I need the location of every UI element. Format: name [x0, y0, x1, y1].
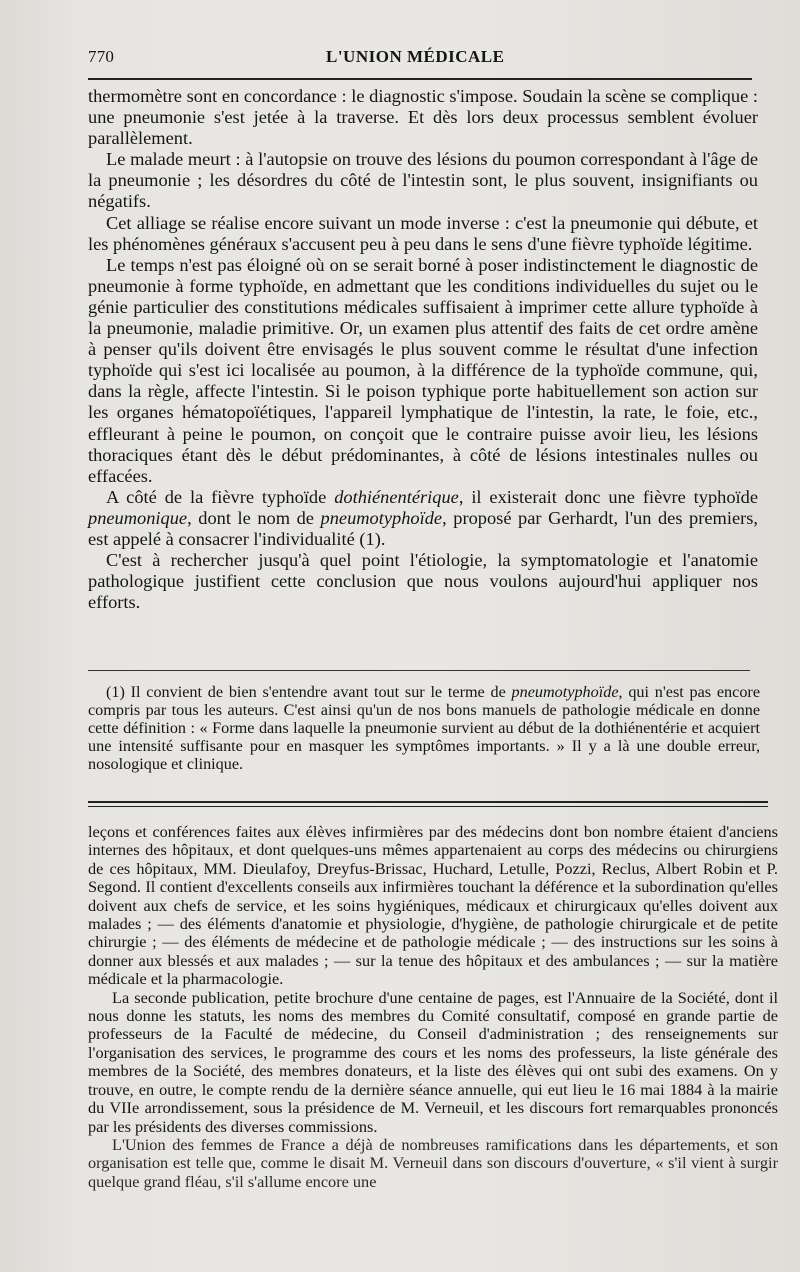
footnote-term: pneumotyphoïde — [511, 683, 619, 701]
paragraph-5-text-a: A côté de la fièvre typhoïde — [106, 486, 335, 507]
paragraph-5-text-c: , dont le nom de — [187, 507, 321, 528]
header-rule — [88, 78, 752, 80]
footnote — [88, 683, 760, 773]
paragraph-1: thermomètre sont en concordance : le diagnostic s'impose. Soudain la scène se complique : une pneumonie s'est jetée à la traverse. Et dès lors deux processus semblent évoluer parallèlement. — [88, 86, 758, 149]
running-title: L'UNION MÉDICALE — [326, 47, 505, 66]
continued-column-text — [88, 823, 778, 1191]
footnote-rule — [88, 670, 750, 671]
paragraph-3: Cet alliage se réalise encore suivant un mode inverse : c'est la pneumonie qui débute, et les phénomènes généraux s'accusent peu à peu dans le sens d'une fièvre typhoïde légitime. — [88, 212, 758, 254]
term-pneumotyphoide: pneumotyphoïde — [320, 507, 443, 528]
term-dothienenterique: dothiénentérique — [334, 486, 459, 507]
footnote-1 — [88, 683, 760, 773]
paragraph-5-text-b: , il existerait donc une fièvre typhoïde — [458, 486, 758, 507]
paragraph-6: C'est à rechercher jusqu'à quel point l'étiologie, la symptomatologie et l'anatomie pathologique justifient cette conclusion que nous voulons aujourd'hui appliquer nos efforts. — [88, 550, 758, 613]
continuation-paragraph-2: La seconde publication, petite brochure d'une centaine de pages, est l'Annuaire de la Société, dont il nous donne les statuts, les noms des membres du Comité consultatif, composé en grande partie de professeurs de la Faculté de médecine, du Conseil d'administration ; des renseignements sur l'organisation des services, le programme des cours et les noms des professeurs, la liste générale des membres de la Société, des membres donateurs, et la liste des élèves qui ont subi des examens. On y trouve, en outre, le compte rendu de la dernière séance annuelle, qui eut lieu le 16 mai 1884 à la mairie du VIIe arrondissement, sous la présidence de M. Verneuil, et les discours fort remarquables prononcés par les présidents des diverses commissions. — [88, 987, 778, 1136]
term-pneumonique: pneumonique — [88, 507, 188, 528]
paragraph-5 — [88, 487, 758, 550]
footnote-text-a: (1) Il convient de bien s'entendre avant tout sur le terme de — [106, 683, 512, 701]
paragraph-4: Le temps n'est pas éloigné où on se serait borné à poser indistinctement le diagnostic de pneumonie à forme typhoïde, en admettant que les conditions individuelles du sujet ou le génie particulier des constitutions médicales suffisaient à imprimer cette allure typhoïde à la pneumonie, maladie primitive. Or, un examen plus attentif des faits de cet ordre amène à penser qu'ils doivent être envisagés le plus souvent comme le résultat d'une infection typhoïde qui s'est ici localisée au poumon, à la différence de la typhoïde commune, qui, dans la règle, affecte l'intestin. Si le poison typhique porte habituellement son action sur les organes hématopoïétiques, l'appareil lymphatique de l'intestin, la rate, le foie, etc., effleurant à peine le poumon, on conçoit que le contraire puisse avoir lieu, les lésions thoraciques étant dès le début prédominantes, à côté de lésions intestinales nulles ou effacées. — [88, 254, 758, 486]
continuation-paragraph-1: leçons et conférences faites aux élèves infirmières par des médecins dont bon nombre étaient d'anciens internes des hôpitaux, et dont quelques-uns mêmes appartenaient au corps des médecins ou chirurgiens de ces hôpitaux, MM. Dieulafoy, Dreyfus-Brissac, Huchard, Letulle, Pozzi, Reclus, Albert Robin et P. Segond. Il contient d'excellents conseils aux infirmières touchant la déférence et la subordination qu'elles doivent aux chefs de service, et les soins hygiéniques, médicaux et chirurgicaux qu'elles doivent aux malades ; — des éléments d'anatomie et physiologie, d'hygiène, de pathologie chirurgicale et de petite chirurgie ; — des éléments de médecine et de pathologie médicale ; — des instructions sur les soins à donner aux blessés et aux malades ; — sur la tenue des hôpitaux et des ambulances ; — sur la matière médicale et la pharmacologie. — [88, 822, 778, 989]
footnote-text-b: , qui n'est pas encore compris par tous les auteurs. C'est ainsi qu'un de nos bons manuels de pathologie médicale en donne cette définition : « Forme dans laquelle la pneumonie survient au début de la dothiénentérie et acquiert une intensité suffisante pour en masquer les symptômes importants. » Il y a là une double erreur, nosologique et clinique. — [88, 683, 761, 774]
continuation-paragraph-3: L'Union des femmes de France a déjà de nombreuses ramifications dans les départements, et son organisation est telle que, comme le disait M. Verneuil dans son discours d'ouverture, « s'il vient à surgir quelque grand fléau, s'il s'allume encore une — [88, 1134, 778, 1191]
page-number: 770 — [88, 47, 115, 66]
section-divider-thick — [88, 801, 768, 803]
paragraph-5-text-d: , proposé par Gerhardt, l'un des premiers, est appelé à consacrer l'individualité (1). — [88, 507, 758, 549]
page-header — [88, 43, 752, 73]
section-divider-thin — [88, 806, 768, 807]
main-article-text — [88, 86, 758, 613]
paragraph-2: Le malade meurt : à l'autopsie on trouve des lésions du poumon correspondant à l'âge de la pneumonie ; les désordres du côté de l'intestin sont, le plus souvent, insignifiants ou négatifs. — [88, 149, 758, 212]
